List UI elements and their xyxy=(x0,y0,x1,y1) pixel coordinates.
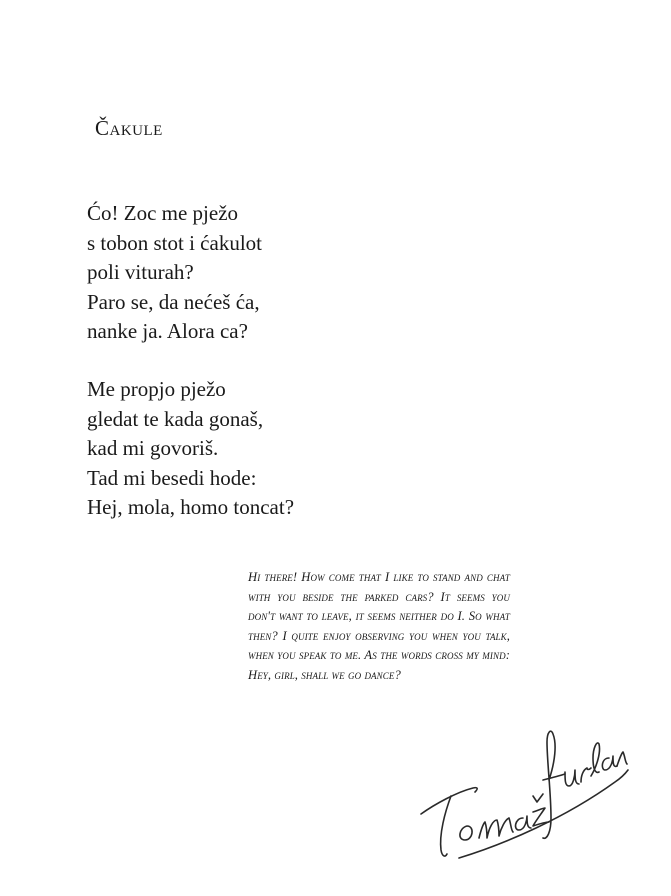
verse-line: Paro se, da nećeš ća, xyxy=(87,289,260,314)
english-translation: Hi there! How come that I like to stand and chat with you beside the parked cars? It seems you don't want to leave, it seems neither do I. So what then? I quite enjoy observing you when you talk, when you speak to me. As the words cross my mind: Hey, girl, shall we go dance? xyxy=(248,570,510,682)
verse-line: gledat te kada gonaš, xyxy=(87,406,264,431)
poem-title xyxy=(95,116,163,141)
verse-line: poli viturah? xyxy=(87,260,194,284)
verse-line: Me propjo pježo xyxy=(87,377,226,401)
poem-title-text: Čakule xyxy=(95,116,163,140)
verse-line: Tad mi besedi hode: xyxy=(87,465,257,490)
verse-line: kad mi govoriš. xyxy=(87,436,219,460)
stanza-2 xyxy=(87,375,294,523)
stanza-1 xyxy=(87,199,262,347)
verse-line: s tobon stot i ćakulot xyxy=(87,230,262,255)
verse-line: Hej, mola, homo toncat? xyxy=(87,495,295,519)
verse-line: Ćo! Zoc me pježo xyxy=(87,201,239,225)
author-signature xyxy=(415,722,630,867)
verse-line: nanke ja. Alora ca? xyxy=(87,319,248,343)
